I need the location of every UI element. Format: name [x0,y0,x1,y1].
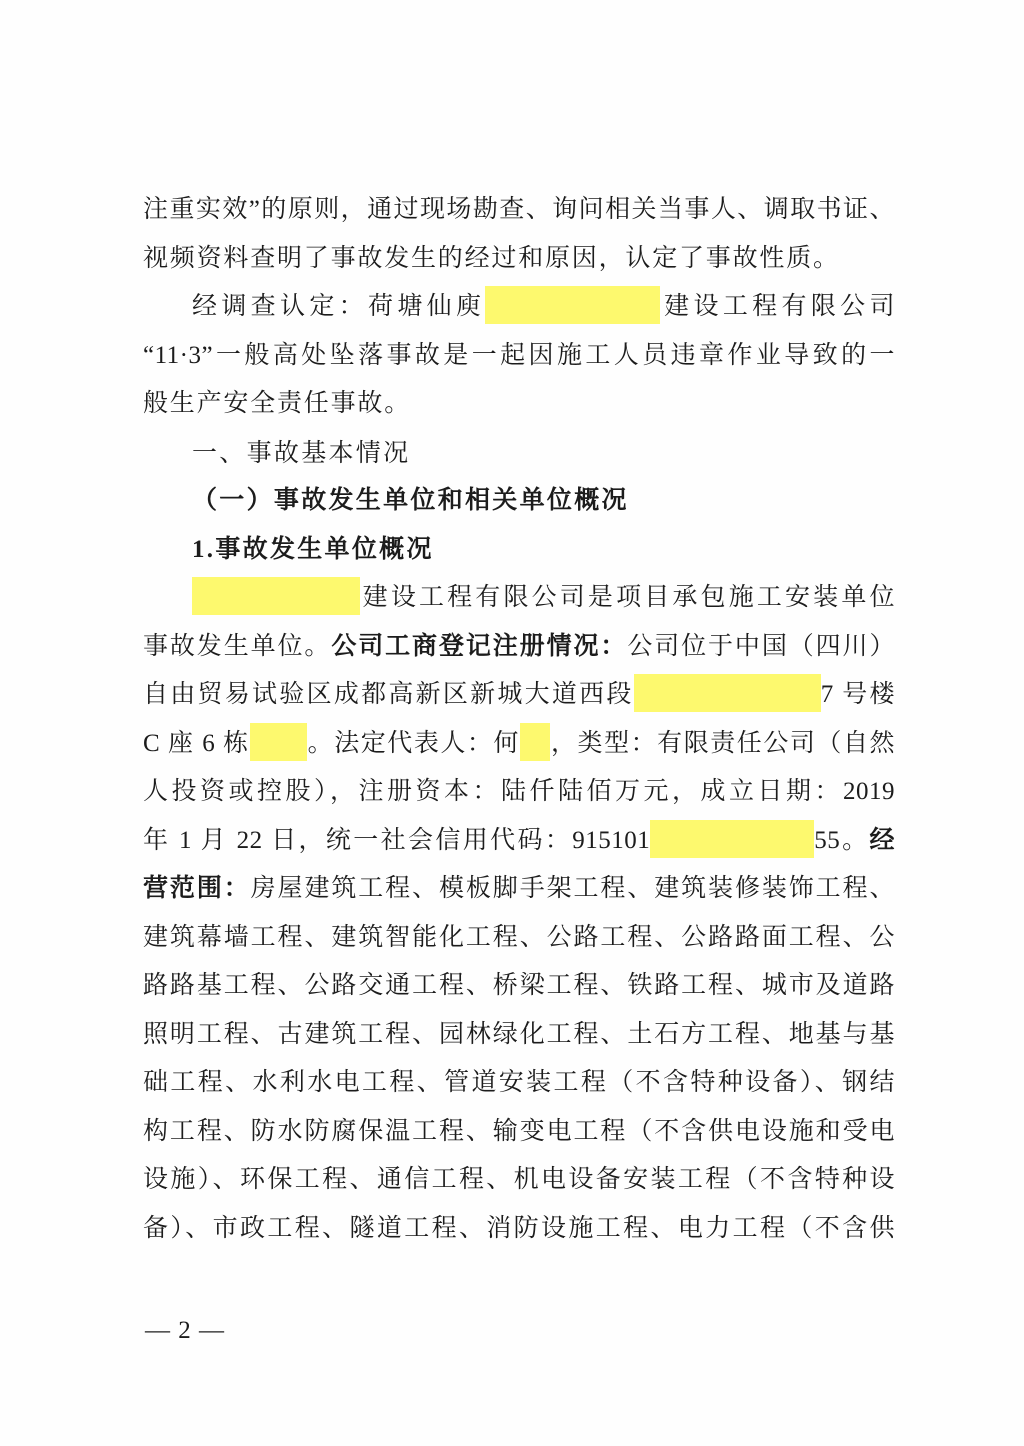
text-run: 备）、市政工程、隧道工程、消防设施工程、电力工程（不含供 [143,1214,895,1242]
text-line [143,1156,895,1205]
text-run: 。法定代表人：何 [306,729,520,757]
subsubsection-heading [143,526,895,575]
bold-label: 营范围： [143,875,251,902]
text-line [143,768,895,817]
bold-label: 公司工商登记注册情况： [331,632,628,660]
text-run: 建筑幕墙工程、建筑智能化工程、公路工程、公路路面工程、公 [143,923,895,951]
text-line [143,671,895,720]
text-line [143,962,895,1011]
text-run: 房屋建筑工程、模板脚手架工程、建筑装修装饰工程、 [250,875,895,902]
text-run: 路路基工程、公路交通工程、桥梁工程、铁路工程、城市及道路 [143,972,895,999]
text-run: 公司位于中国（四川） [627,632,895,660]
text-run: 视频资料查明了事故发生的经过和原因，认定了事故性质。 [143,244,840,272]
text-line [143,235,895,284]
text-line [143,1011,895,1060]
text-line [143,720,895,769]
body-text [143,186,895,1253]
text-run: 注重实效”的原则，通过现场勘查、询问相关当事人、调取书证、 [143,196,895,223]
heading-text: 一、事故基本情况 [192,437,411,467]
text-line [143,914,895,963]
text-line [143,186,895,235]
text-run: 建设工程有限公司 [660,293,895,320]
text-run: 7 号楼 [820,681,895,708]
subsection-heading [143,477,895,526]
page-number: — 2 — [145,1317,225,1344]
heading-text: （一）事故发生单位和相关单位概况 [192,487,629,514]
bold-label: 经 [869,826,895,854]
text-run: 经调查认定：荷塘仙庾 [192,293,486,320]
heading-text: 1.事故发生单位概况 [192,535,434,563]
text-run: 年 1 月 22 日，统一社会信用代码：915101 [143,826,651,854]
text-run: 人投资或控股），注册资本：陆仟陆佰万元，成立日期：2019 [143,778,895,805]
text-run: 照明工程、古建筑工程、园林绿化工程、土石方工程、地基与基 [143,1020,895,1048]
text-line [143,574,895,623]
text-line [143,623,895,672]
section-heading [143,429,895,478]
redaction-box [250,723,307,761]
redaction-box [650,820,814,858]
text-run: C 座 6 栋 [143,729,250,757]
text-run: ，类型：有限责任公司（自然 [549,729,895,757]
text-run: 55。 [814,826,870,854]
redaction-box [520,723,550,761]
text-run: 建设工程有限公司是项目承包施工安装单位 [360,584,895,611]
text-line [143,1108,895,1157]
text-run: 础工程、水利水电工程、管道安装工程（不含特种设备）、钢结 [143,1069,895,1096]
text-run: 事故发生单位。 [143,632,332,660]
redaction-box [485,286,660,324]
text-run: 设施）、环保工程、通信工程、机电设备安装工程（不含特种设 [143,1166,895,1193]
text-line [143,1059,895,1108]
text-line [143,332,895,381]
text-line [143,865,895,914]
text-run: 自由贸易试验区成都高新区新城大道西段 [143,681,634,708]
text-line [143,1205,895,1254]
redaction-box [192,577,360,615]
text-run: “11·3”一般高处坠落事故是一起因施工人员违章作业导致的一 [143,341,895,369]
text-line [143,283,895,332]
text-run: 般生产安全责任事故。 [143,390,412,417]
redaction-box [634,674,821,712]
text-line [143,817,895,866]
text-run: 构工程、防水防腐保温工程、输变电工程（不含供电设施和受电 [143,1117,895,1145]
text-line [143,380,895,429]
